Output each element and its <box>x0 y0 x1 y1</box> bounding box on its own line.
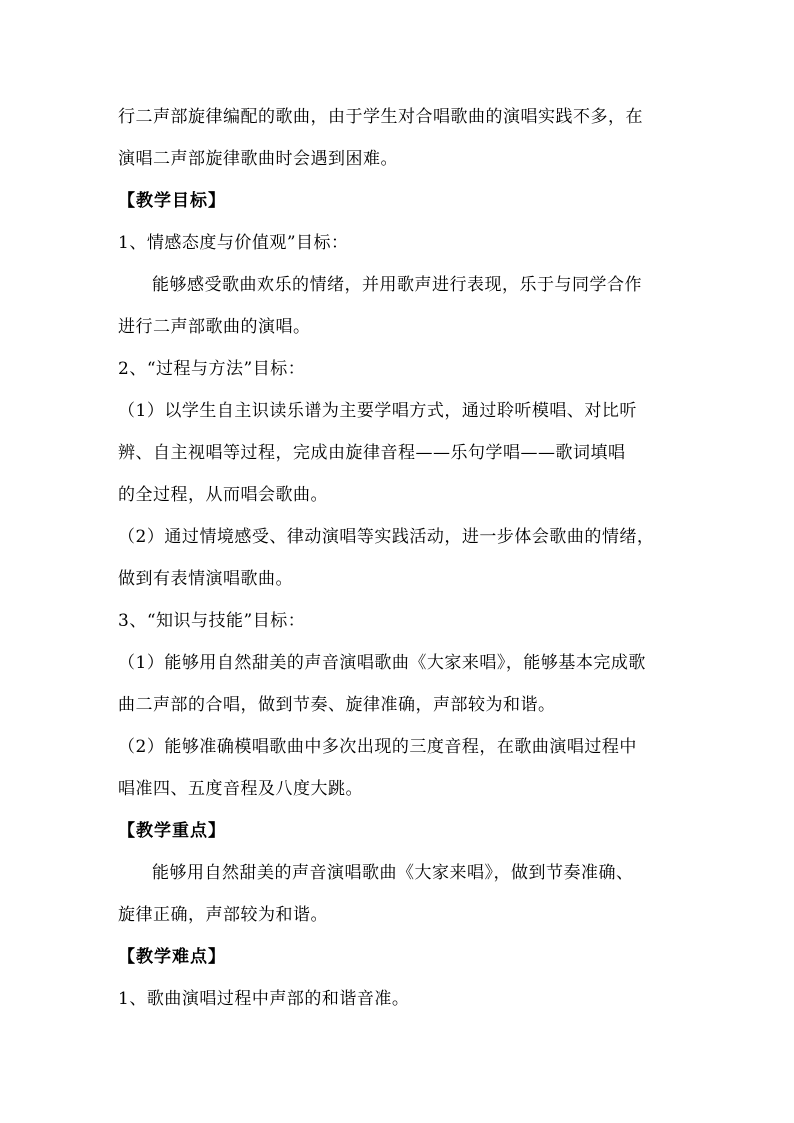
difficulties-line-1: 1、歌曲演唱过程中声部的和谐音准。 <box>118 989 410 1009</box>
goal-2-item-1-line-3: 的全过程，从而唱会歌曲。 <box>118 485 328 505</box>
goal-3-item-1-line-2: 曲二声部的合唱，做到节奏、旋律准确，声部较为和谐。 <box>118 695 556 715</box>
goal-1-text-line-1: 能够感受歌曲欢乐的情绪，并用歌声进行表现，乐于与同学合作 <box>152 275 642 295</box>
key-points-line-1: 能够用自然甜美的声音演唱歌曲《大家来唱》，做到节奏准确、 <box>152 863 634 883</box>
paragraph-line-1: 行二声部旋律编配的歌曲，由于学生对合唱歌曲的演唱实践不多，在 <box>118 107 643 127</box>
goal-3-item-2-line-1: （2）能够准确模唱歌曲中多次出现的三度音程，在歌曲演唱过程中 <box>118 737 637 757</box>
section-heading-teaching-goals: 【教学目标】 <box>118 191 226 211</box>
paragraph-line-2: 演唱二声部旋律歌曲时会遇到困难。 <box>118 149 398 169</box>
goal-1-title: 1、情感态度与价值观”目标： <box>118 233 349 253</box>
goal-2-item-2-line-2: 做到有表情演唱歌曲。 <box>118 569 293 589</box>
goal-3-item-2-line-2: 唱准四、五度音程及八度大跳。 <box>118 779 363 799</box>
key-points-line-2: 旋律正确，声部较为和谐。 <box>118 905 328 925</box>
goal-3-title: 3、“知识与技能”目标： <box>118 611 306 631</box>
goal-2-item-1-line-1: （1）以学生自主识读乐谱为主要学唱方式，通过聆听模唱、对比听 <box>118 401 637 421</box>
goal-2-title: 2、“过程与方法”目标： <box>118 359 306 379</box>
goal-2-item-2-line-1: （2）通过情境感受、律动演唱等实践活动，进一步体会歌曲的情绪， <box>118 527 655 547</box>
goal-1-text-line-2: 进行二声部歌曲的演唱。 <box>118 317 311 337</box>
section-heading-difficulties: 【教学难点】 <box>118 947 226 967</box>
section-heading-key-points: 【教学重点】 <box>118 821 226 841</box>
goal-2-item-1-line-2: 辨、自主视唱等过程，完成由旋律音程——乐句学唱——歌词填唱 <box>118 443 626 463</box>
goal-3-item-1-line-1: （1）能够用自然甜美的声音演唱歌曲《大家来唱》，能够基本完成歌 <box>118 653 646 673</box>
